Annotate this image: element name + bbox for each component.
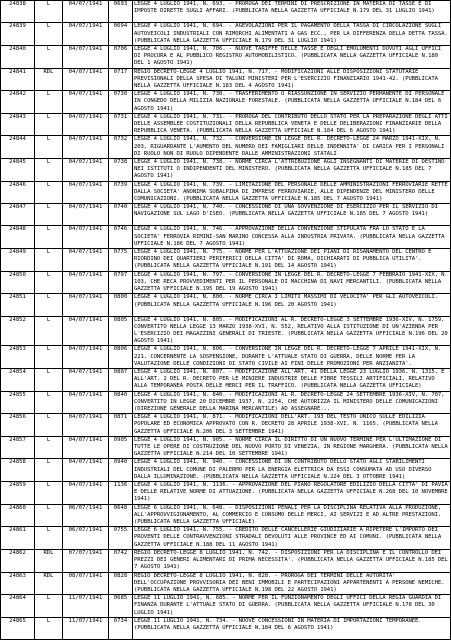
table-row xyxy=(1,68,451,91)
act-date-cell: 04/07/1941 xyxy=(63,68,109,91)
act-number-cell: 0746 xyxy=(109,226,133,249)
act-description-cell: LEGGE 4 LUGLIO 1941, N. 797. - CONVERSIONE IN LEGGE DEL R. DECRETO-LEGGE 7 FEBBRAIO 1941-XIX, N. 103, CHE RECA PROVVEDIMENTI PER IL PERSONALE DI MACCHINA DI NAVI MERCANTILI. (PUBBLICATA NELLA GAZZETTA UFFICIALE N.195 DEL 19 AGOSTO 1941) xyxy=(133,271,451,294)
act-date-cell: 04/07/1941 xyxy=(63,204,109,226)
record-id-cell: 24838 xyxy=(1,1,35,23)
act-date-cell: 04/07/1941 xyxy=(63,136,109,159)
act-type-cell: L xyxy=(35,1,63,23)
act-type-cell: L xyxy=(35,204,63,226)
table-row xyxy=(1,204,451,226)
table-row xyxy=(1,436,451,459)
act-number-cell: 0730 xyxy=(109,91,133,114)
act-date-cell: 04/07/1941 xyxy=(63,91,109,114)
act-date-cell: 06/07/1941 xyxy=(63,504,109,527)
act-date-cell: 04/07/1941 xyxy=(63,1,109,23)
act-number-cell: 0840 xyxy=(109,391,133,414)
act-date-cell: 04/07/1941 xyxy=(63,294,109,316)
act-date-cell: 11/07/1941 xyxy=(63,617,109,639)
act-date-cell: 04/07/1941 xyxy=(63,249,109,272)
act-date-cell: 06/07/1941 xyxy=(63,527,109,550)
table-row xyxy=(1,459,451,482)
act-date-cell: 04/07/1941 xyxy=(63,181,109,204)
record-id-cell: 24865 xyxy=(1,617,35,639)
act-type-cell: L xyxy=(35,459,63,482)
record-id-cell: 24864 xyxy=(1,595,35,618)
act-date-cell: 04/07/1941 xyxy=(63,158,109,181)
act-date-cell: 04/07/1941 xyxy=(63,369,109,392)
act-description-cell: LEGGE 4 LUGLIO 1941, N. 905. - NORME CIRCA IL DIRITTO DI UN NUOVO TERMINE PER L'ULTIMAZIONE DI TUTTE LE OPERE DI COSTRUZIONE DEL NUOVO PORTO DI VENEZIA, IN REGIONE MARGHERA. (PUBBLICATA NELLA GAZZETTA UFFICIALE N.214 DEL 10 SETTEMBRE 1941) xyxy=(133,436,451,459)
act-date-cell: 08/07/1941 xyxy=(63,572,109,595)
table-row xyxy=(1,1,451,23)
table-row xyxy=(1,249,451,272)
table-row xyxy=(1,113,451,136)
act-description-cell: LEGGE 4 LUGLIO 1941, N. 706. - NUOVE TARIFFE DELLE TASSE E DEGLI EMOLUMENTI DOVUTI AGLI UFFICI DI PROCURA E AL PUBBLICO REGISTRO AUTOMOBILISTICO. (PUBBLICATA NELLA GAZZETTA UFFICIALE N.180 DEL 1 AGOSTO 1941) xyxy=(133,45,451,68)
act-date-cell: 04/07/1941 xyxy=(63,113,109,136)
act-number-cell: 0905 xyxy=(109,436,133,459)
record-id-cell: 24862 xyxy=(1,549,35,572)
table-row xyxy=(1,226,451,249)
act-number-cell: 0828 xyxy=(109,572,133,595)
act-description-cell: LEGGE 4 LUGLIO 1941, N. 800. - NORME CIRCA I LIMITI MASSIMI DI VELOCITA' PER GLI AUTOVEICOLI. (PUBBLICATA NELLA GAZZETTA UFFICIALE N.196 DEL 20 AGOSTO 1941) xyxy=(133,294,451,316)
act-type-cell: L xyxy=(35,113,63,136)
act-number-cell: 0685 xyxy=(109,595,133,618)
act-description-cell: LEGGE 4 LUGLIO 1941, N. 805. - MODIFICAZIONI AL R. DECRETO-LEGGE 3 SETTEMBRE 1936-XIV, N. 1759, CONVERTITO NELLA LEGGE 13 MARZO 1938-XVI, N. 552, RELATIVO ALLA ISTITUZIONE DI UN'AZIENDA PER L'ESERCIZIO DEI MAGAZZINI GENERALI DI TRIESTE. (PUBBLICATA NELLA GAZZETTA UFFICIALE N.196 DEL 20 AGOSTO 1941) xyxy=(133,316,451,346)
act-type-cell: L xyxy=(35,294,63,316)
register-rows xyxy=(1,1,451,640)
act-number-cell: 0694 xyxy=(109,23,133,46)
act-number-cell: 0734 xyxy=(109,617,133,639)
table-row xyxy=(1,595,451,618)
act-description-cell: REGIO DECRETO-LEGGE 8 LUGLIO 1941, N. 742. - DISPOSIZIONI PER LA DISCIPLINA E IL CONTROLLO DEI PREZZI DEI GENERI ALIMENTARI DI PRIMA NECESSITA'. (PUBBLICATA NELLA GAZZETTA UFFICIALE N.185 DEL 7 AGOSTO 1941) xyxy=(133,549,451,572)
record-id-cell: 24856 xyxy=(1,414,35,437)
table-row xyxy=(1,45,451,68)
act-type-cell: RDL xyxy=(35,68,63,91)
table-row xyxy=(1,482,451,505)
record-id-cell: 24854 xyxy=(1,369,35,392)
act-description-cell: LEGGE 4 LUGLIO 1941, N. 746. - APPROVAZIONE DELLA CONVENZIONE STIPULATA FRA LO STATO E LA SOCIETA' FERROVIA RIMINI-SAN MARINO CONCESSA ALLA INDUSTRIA PRIVATA. (PUBBLICATA NELLA GAZZETTA UFFICIALE N.186 DEL 7 AGOSTO 1941) xyxy=(133,226,451,249)
act-number-cell: 0940 xyxy=(109,459,133,482)
table-row xyxy=(1,23,451,46)
act-description-cell: LEGGE 4 LUGLIO 1941, N. 739. - LIMITAZIONE DEL PERSONALE DELLE AMMINISTRAZIONI FERROVIARIE RETTE DALLA SOCIETA' ANONIMA SUBALPINA DI IMPRESE FERROVIARIE, ALLE DIPENDENZE DEL MINISTERO DELLE COMUNICAZIONI. (PUBBLICATA NELLA GAZZETTA UFFICIALE N.185 DEL 7 AGOSTO 1941) xyxy=(133,181,451,204)
act-number-cell: 0731 xyxy=(109,113,133,136)
record-id-cell: 24840 xyxy=(1,45,35,68)
act-date-cell: 04/07/1941 xyxy=(63,414,109,437)
act-number-cell: 0740 xyxy=(109,204,133,226)
act-date-cell: 04/07/1941 xyxy=(63,436,109,459)
act-number-cell: 0797 xyxy=(109,271,133,294)
act-type-cell: L xyxy=(35,181,63,204)
act-date-cell: 04/07/1941 xyxy=(63,45,109,68)
act-type-cell: L xyxy=(35,136,63,159)
act-description-cell: LEGGE 4 LUGLIO 1941, N. 740. - CONCESSIONE DI UNA SOVVENZIONE DI ESERCIZIO PER IL SERVIZIO DI NAVIGAZIONE SUL LAGO D'ISEO. (PUBBLICATA NELLA GAZZETTA UFFICIALE N.185 DEL 7 AGOSTO 1941) xyxy=(133,204,451,226)
act-type-cell: L xyxy=(35,23,63,46)
record-id-cell: 24858 xyxy=(1,459,35,482)
table-row xyxy=(1,572,451,595)
act-type-cell: L xyxy=(35,158,63,181)
table-row xyxy=(1,414,451,437)
table-row xyxy=(1,91,451,114)
act-type-cell: L xyxy=(35,595,63,618)
act-number-cell: 0648 xyxy=(109,504,133,527)
act-type-cell: L xyxy=(35,91,63,114)
table-row xyxy=(1,136,451,159)
record-id-cell: 24849 xyxy=(1,249,35,272)
act-type-cell: L xyxy=(35,226,63,249)
act-date-cell: 04/07/1941 xyxy=(63,271,109,294)
act-number-cell: 0706 xyxy=(109,45,133,68)
act-type-cell: L xyxy=(35,271,63,294)
act-description-cell: LEGGE 11 LUGLIO 1941, N. 734. - NUOVE CONCESSIONI IN MATERIA DI IMPORTAZIONI TEMPORANEE. (PUBBLICATA NELLA GAZZETTA UFFICIALE N.184 DEL 6 AGOSTO 1941) xyxy=(133,617,451,639)
act-description-cell: LEGGE 4 LUGLIO 1941, N. 732. - CONVERSIONE IN LEGGE DEL R. DECRETO-LEGGE 24 MARZO 1941-XIX, N. 203, RIGUARDANTE L'AUMENTO DEL NUMERO DEI FAMIGLIARI DELLE INDENNITA' DI CARICA PER I PERSONALI DI RUOLO NON DI RUOLO DIPENDENTE DALLE AMMINISTRAZIONI STATALI xyxy=(133,136,451,159)
act-description-cell: LEGGE 6 LUGLIO 1941, N. 755. - CREDITO DELLE CANCELLERIE GIUDIZIARIE A RIPETERE L'IMPORTO DEI PROVENTI DELLE CONTRAVVENZIONI STRADALI DEVOLUTI ALLE PROVINCE ED AI COMUNI. (PUBBLICATA NELLA GAZZETTA UFFICIALE N.188 DEL 11 AGOSTO 1941) xyxy=(133,527,451,550)
record-id-cell: 24855 xyxy=(1,391,35,414)
act-number-cell: 0755 xyxy=(109,527,133,550)
act-type-cell: L xyxy=(35,346,63,369)
act-description-cell: REGIO DECRETO-LEGGE 8 LUGLIO 1941, N. 828. - PROROGA DEI TERMINI DELLE AUTORITA' DELL'OCCUPAZIONE PROVVISORIA DEI BENI IMMOBILI E PARTECIPAZIONI APPARTENENTI A PERSONE NEMICHE. (PUBBLICATA NELLA GAZZETTA UFFICIALE N.198 DEL 22 AGOSTO 1941) xyxy=(133,572,451,595)
act-number-cell: 0739 xyxy=(109,181,133,204)
record-id-cell: 24843 xyxy=(1,113,35,136)
table-row xyxy=(1,527,451,550)
act-type-cell: L xyxy=(35,414,63,437)
act-number-cell: 0800 xyxy=(109,294,133,316)
record-id-cell: 24863 xyxy=(1,572,35,595)
table-row xyxy=(1,181,451,204)
act-description-cell: LEGGE 4 LUGLIO 1941, N. 738. - NORME CIRCA L'ATTRIBUZIONE AGLI INSEGNANTI DI MATERIE DI DESTINO NEI ISTITUTI O INDIPENDENTI DEL MINISTERO. (PUBBLICATA NELLA GAZZETTA UFFICIALE N.185 DEL 7 AGOSTO 1941) xyxy=(133,158,451,181)
act-date-cell: 04/07/1941 xyxy=(63,316,109,346)
act-number-cell: 0717 xyxy=(109,68,133,91)
act-type-cell: L xyxy=(35,45,63,68)
record-id-cell: 24848 xyxy=(1,226,35,249)
act-type-cell: RDL xyxy=(35,572,63,595)
act-number-cell: 0807 xyxy=(109,369,133,392)
act-date-cell: 04/07/1941 xyxy=(63,23,109,46)
act-description-cell: LEGGE 4 LUGLIO 1941, N. 1136. - APPROVAZIONE DEL PIANO REGOLATORE EDILIZIO DELLA CITTA' DI PAVIA E DELLE RELATIVE NORME DI ATTUAZIONE. (PUBBLICATA NELLA GAZZETTA UFFICIALE N.268 DEL 10 NOVEMBRE 1941) xyxy=(133,482,451,505)
record-id-cell: 24846 xyxy=(1,181,35,204)
record-id-cell: 24861 xyxy=(1,527,35,550)
record-id-cell: 24859 xyxy=(1,482,35,505)
act-type-cell: L xyxy=(35,316,63,346)
act-description-cell: LEGGE 4 LUGLIO 1941, N. 775. - NORME PER L'ATTUAZIONE DEI PIANI DI RISANAMENTO DEL CENTRO E RIORDINO DEI QUARTIERI PERIFERICI DELLA CITTA' DI ROMA, DICHIARATI DI PUBBLICA UTILITA'. (PUBBLICATA NELLA GAZZETTA UFFICIALE N.191 DEL 14 AGOSTO 1941) xyxy=(133,249,451,272)
act-description-cell: LEGGE 4 LUGLIO 1941, N. 693. - PROROGA DEI TERMINI DI PRESCRIZIONE IN MATERIA DI TASSE E DI IMPOSTE DIRETTE SUGLI AFFARI. (PUBBLICATA NELLA GAZZETTA UFFICIALE N.179 DEL 31 LUGLIO 1941) xyxy=(133,1,451,23)
act-description-cell: LEGGE 4 LUGLIO 1941, N. 840. - MODIFICAZIONI AL R. DECRETO-LEGGE 24 SETTEMBRE 1936-XIV, N. 707, CONVERTITO IN LEGGE 20 DICEMBRE 1937, N. 2254, CHE AUTORIZZA IL MINISTERO DELLE COMUNICAZIONI (DIREZIONE GENERALE DELLA MARINA MERCANTILE) AD ASSEGNARE... xyxy=(133,391,451,414)
record-id-cell: 24860 xyxy=(1,504,35,527)
act-description-cell: LEGGE 6 LUGLIO 1941, N. 648. - DISPOSIZIONI PENALI PER LA DISCIPLINA RELATIVA ALLA PRODUZIONE, ALL'APPROVVIGIONAMENTO, AL COMMERCIO E CONSUMO DELLE MERCI, AI SERVIZI E AD ALTRE PRESTAZIONI. (PUBBLICATA NELLA GAZZETTA UFFICIALE) xyxy=(133,504,451,527)
act-description-cell: LEGGE 11 LUGLIO 1941, N. 685. - NORME PER IL FUNZIONAMENTO DEGLI UFFICI DELLA REGIA GUARDIA DI FINANZA DURANTE L'ATTUALE STATO DI GUERRA. (PUBBLICATA NELLA GAZZETTA UFFICIALE N.178 DEL 30 LUGLIO 1941) xyxy=(133,595,451,618)
record-id-cell: 24853 xyxy=(1,346,35,369)
act-date-cell: 04/07/1941 xyxy=(63,459,109,482)
act-description-cell: LEGGE 4 LUGLIO 1941, N. 731. - PROROGA DEL CONTRIBUTO DELLO STATO PER LA PREPARAZIONE DEGLI ATTI DELLE ASSEMBLEE COSTITUZIONALI DELLA REPUBBLICA VENETA E DELLE DELIBERAZIONI FINANZIARIE DELLA REPUBBLICA VENETA. (PUBBLICATA NELLA GAZZETTA UFFICIALE N.184 DEL 6 AGOSTO 1941) xyxy=(133,113,451,136)
act-number-cell: 0806 xyxy=(109,346,133,369)
record-id-cell: 24852 xyxy=(1,316,35,346)
act-number-cell: 1136 xyxy=(109,482,133,505)
act-date-cell: 11/07/1941 xyxy=(63,595,109,618)
record-id-cell: 24842 xyxy=(1,91,35,114)
record-id-cell: 24845 xyxy=(1,158,35,181)
act-description-cell: LEGGE 4 LUGLIO 1941, N. 730. - TRASFERIMENTO O RIASSUNZIONE IN SERVIZIO PERMANENTE DI PERSONALE IN CONGEDO DELLA MILIZIA NAZIONALE FORESTALE. (PUBBLICATA NELLA GAZZETTA UFFICIALE N.184 DEL 6 AGOSTO 1941) xyxy=(133,91,451,114)
act-date-cell: 07/07/1941 xyxy=(63,549,109,572)
table-row xyxy=(1,617,451,639)
record-id-cell: 24851 xyxy=(1,294,35,316)
act-number-cell: 0805 xyxy=(109,316,133,346)
record-id-cell: 24857 xyxy=(1,436,35,459)
record-id-cell: 24850 xyxy=(1,271,35,294)
act-type-cell: L xyxy=(35,482,63,505)
table-row xyxy=(1,369,451,392)
act-number-cell: 0775 xyxy=(109,249,133,272)
act-description-cell: LEGGE 4 LUGLIO 1941, N. 807. - MODIFICAZIONE ALL'ART. 41 DELLA LEGGE 23 LUGLIO 1936, N. 1315, E ALL'ART. 2 DEL R. DECRETO PER LE MINIERE INDUSTRIE DELLE FIBRE TESSILI ARTIFICIALI, RELATIVO ALLA TEMPORANEA POSTA DELLE MERCI PER IL TRAFFICO. (PUBBLICATA NELLA GAZZETTA UFFICIALE) xyxy=(133,369,451,392)
act-description-cell: LEGGE 4 LUGLIO 1941, N. 694. - AGEVOLAZIONI PER IL PAGAMENTO DELLA TASSA DI CIRCOLAZIONE SUGLI AUTOVEICOLI INDUSTRIALI CON RIMORCHI ALIMENTATI A GAS ECC., PER LA DIFFERENZA DELLA DETTA TASSA. (PUBBLICATA NELLA GAZZETTA UFFICIALE N.179 DEL 31 LUGLIO 1941) xyxy=(133,23,451,46)
act-type-cell: L xyxy=(35,369,63,392)
act-type-cell: L xyxy=(35,527,63,550)
act-date-cell: 04/07/1941 xyxy=(63,482,109,505)
act-description-cell: LEGGE 4 LUGLIO 1941, N. 871. - MODIFICAZIONI DELL'ART. 193 DEL TESTO UNICO SULLE EDILIZIA POPOLARE ED ECONOMICA APPROVATO CON R. DECRETO 28 APRILE 1938-XVI, N. 1165. (PUBBLICATA NELLA GAZZETTA UFFICIALE N.206 DEL 3 SETTEMBRE 1941) xyxy=(133,414,451,437)
table-row xyxy=(1,346,451,369)
table-row xyxy=(1,158,451,181)
record-id-cell: 24847 xyxy=(1,204,35,226)
act-number-cell: 0742 xyxy=(109,549,133,572)
act-number-cell: 0871 xyxy=(109,414,133,437)
table-row xyxy=(1,549,451,572)
act-description-cell: LEGGE 4 LUGLIO 1941, N. 940. - CONCESSIONE DI UN CONTRIBUTO DELLO STATO AGLI STABILIMENTI INDUSTRIALI DEL COMUNE DI PALERMO PER LA ENERGIA ELETTRICA DA ESSI CONSUMATA AD USO DIVERSO DALLA ILLUMINAZIONE. (PUBBLICATA NELLA GAZZETTA UFFICIALE N.224 DEL 3 OTTOBRE 1941) xyxy=(133,459,451,482)
act-type-cell: L xyxy=(35,249,63,272)
table-row xyxy=(1,504,451,527)
table-row xyxy=(1,271,451,294)
act-type-cell: L xyxy=(35,617,63,639)
table-row xyxy=(1,294,451,316)
act-type-cell: L xyxy=(35,504,63,527)
act-date-cell: 04/07/1941 xyxy=(63,226,109,249)
act-number-cell: 0732 xyxy=(109,136,133,159)
table-row xyxy=(1,316,451,346)
act-number-cell: 0693 xyxy=(109,1,133,23)
record-id-cell: 24844 xyxy=(1,136,35,159)
act-date-cell: 04/07/1941 xyxy=(63,391,109,414)
record-id-cell: 24841 xyxy=(1,68,35,91)
act-type-cell: RDL xyxy=(35,549,63,572)
act-date-cell: 04/07/1941 xyxy=(63,346,109,369)
act-type-cell: L xyxy=(35,436,63,459)
act-description-cell: REGIO DECRETO-LEGGE 4 LUGLIO 1941, N. 717. - MODIFICAZIONI ALLE DISPOSIZIONI STATUTARIE PREVISIONALI DELLA SPESA DI TALUNI MINISTERI PER L'ESERCIZIO FINANZIARIO 1941-42. (PUBBLICATA NELLA GAZZETTA UFFICIALE N.183 DEL 4 AGOSTO 1941) xyxy=(133,68,451,91)
act-description-cell: LEGGE 4 LUGLIO 1941, N. 806. - CONVERSIONE IN LEGGE DEL R. DECRETO-LEGGE 7 APRILE 1941-XIX, N. 221, CONCERNENTE LA SOSPENSIONE, DURANTE L'ATTUALE STATO DI GUERRA, DELLE NORME PER LA VALUTAZIONE DELLE CONDIZIONI DI STATO CIVILE AI FINI DELLE PROMOZIONI PER ANZIANITA'. xyxy=(133,346,451,369)
act-type-cell: L xyxy=(35,391,63,414)
act-number-cell: 0738 xyxy=(109,158,133,181)
record-id-cell: 24839 xyxy=(1,23,35,46)
table-row xyxy=(1,391,451,414)
